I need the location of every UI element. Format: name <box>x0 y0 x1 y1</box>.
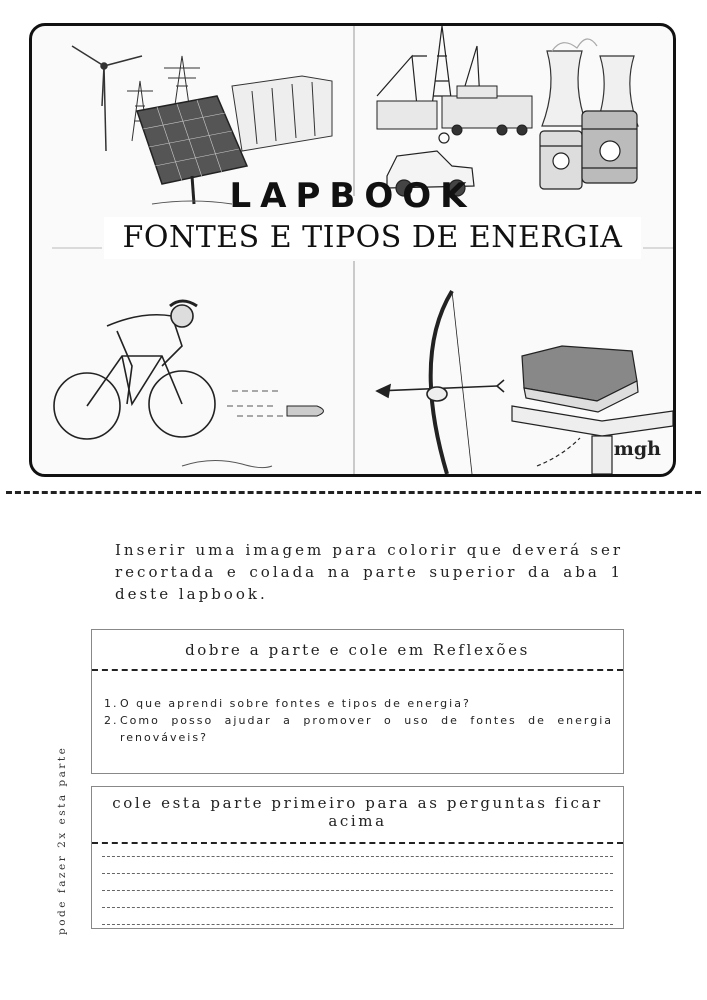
fold-line <box>92 842 623 844</box>
instruction-text: Inserir uma imagem para colorir que deverá ser recortada e colada na parte superior da aba 1 deste lapbook. <box>115 541 623 603</box>
cover-subtitle: FONTES E TIPOS DE ENERGIA <box>122 220 623 255</box>
cover-title: LAPBOOK <box>229 176 476 216</box>
fold-line <box>92 669 623 671</box>
question-list <box>104 695 613 746</box>
question-number: 1. <box>104 697 119 710</box>
writing-line <box>102 924 613 925</box>
question-number: 2. <box>104 714 119 727</box>
bow-arrow-icon <box>377 291 504 474</box>
cyclist-icon <box>54 301 215 439</box>
writing-lines <box>102 856 613 925</box>
factory-icon <box>377 86 532 135</box>
question-text: O que aprendi sobre fontes e tipos de energia? <box>120 697 471 710</box>
reflection-box <box>91 629 624 774</box>
reflection-box-title: dobre a parte e cole em Reflexões <box>185 641 530 659</box>
cut-line <box>6 491 701 494</box>
answer-box <box>91 786 624 929</box>
writing-line <box>102 907 613 908</box>
writing-line <box>102 890 613 891</box>
book-icon <box>522 346 638 412</box>
writing-line <box>102 856 613 857</box>
question-item <box>104 712 613 746</box>
question-item <box>104 695 613 712</box>
cover-panel <box>29 23 676 477</box>
question-text: Como posso ajudar a promover o uso de fontes de energia renováveis? <box>120 714 613 744</box>
dam-icon <box>232 76 332 151</box>
side-note: pode fazer 2x esta parte <box>56 745 68 935</box>
wind-turbine-icon <box>72 46 142 151</box>
bullet-icon <box>227 391 324 416</box>
writing-line <box>102 873 613 874</box>
answer-box-title: cole esta parte primeiro para as perguntas ficar acima <box>112 794 603 830</box>
brand-logo: mgh <box>613 438 661 460</box>
